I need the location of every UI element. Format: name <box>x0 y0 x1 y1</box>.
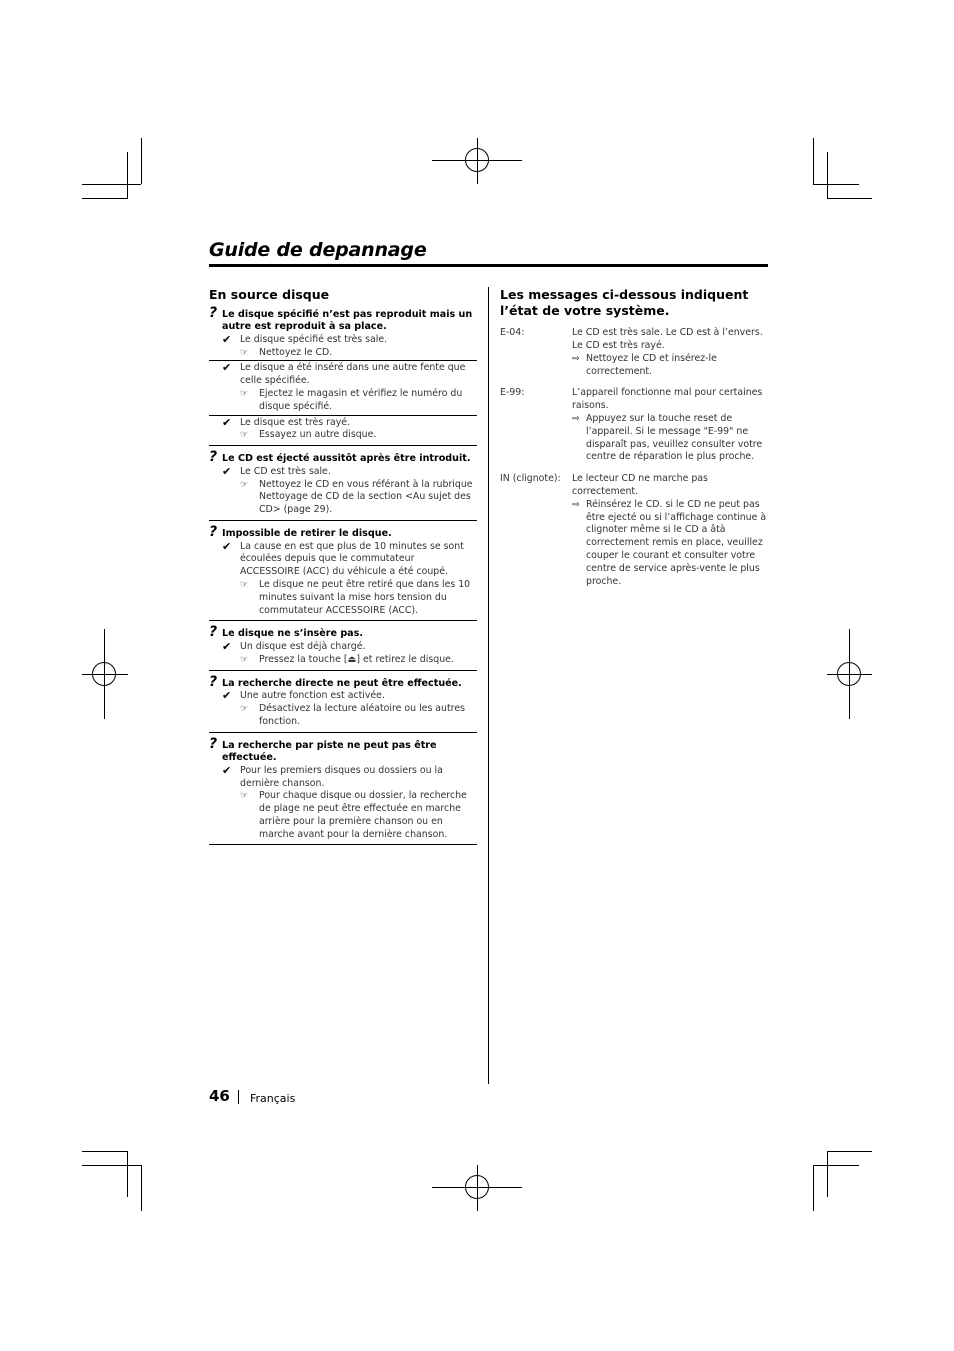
message-entry <box>500 473 770 588</box>
pointing-hand-icon: ☞ <box>240 579 249 590</box>
problem-question-text: Le disque ne s’insère pas. <box>222 628 364 640</box>
cause-item <box>209 360 477 388</box>
cause-item <box>209 466 477 479</box>
message-body <box>572 473 770 588</box>
problem-question <box>209 304 477 334</box>
message-description: Le CD est très sale. Le CD est à l’envers. Le CD est très rayé. <box>572 327 763 352</box>
check-icon: ✔ <box>222 763 232 777</box>
pointing-hand-icon: ☞ <box>240 389 249 399</box>
check-icon: ✔ <box>222 689 232 703</box>
check-icon: ✔ <box>222 639 232 653</box>
solution-item <box>209 579 477 617</box>
solution-item <box>209 703 477 729</box>
problem-list <box>209 304 477 846</box>
message-code: E-04: <box>500 327 525 339</box>
problem-block <box>209 449 477 521</box>
pointing-hand-icon: ☞ <box>240 703 249 714</box>
pointing-hand-icon: ☞ <box>240 654 249 665</box>
arrow-right-icon: ⇨ <box>572 353 580 364</box>
question-mark-icon: ? <box>209 673 218 690</box>
message-solution <box>572 413 770 464</box>
pointing-hand-icon: ☞ <box>240 479 249 490</box>
cause-item <box>209 690 477 703</box>
cause-text: Pour les premiers disques ou dossiers ou la dernière chanson. <box>240 764 443 789</box>
problem-block <box>209 624 477 670</box>
question-mark-icon: ? <box>209 735 218 752</box>
solution-item <box>209 388 477 414</box>
message-description: Le lecteur CD ne marche pas correctement. <box>572 473 708 498</box>
cause-item <box>209 415 477 430</box>
solution-item <box>209 790 477 841</box>
column-divider <box>488 287 489 1084</box>
cause-item <box>209 541 477 579</box>
problem-question <box>209 673 477 691</box>
cause-text: Le disque spécifié est très sale. <box>240 333 388 345</box>
solution-item <box>209 429 477 442</box>
cause-item <box>209 641 477 654</box>
solution-text: Ejectez le magasin et vérifiez le numéro du disque spécifié. <box>259 388 463 412</box>
problem-question <box>209 624 477 641</box>
message-code: E-99: <box>500 387 525 399</box>
message-list <box>500 327 770 588</box>
page-title: Guide de depannage <box>209 239 427 261</box>
message-code: IN (clignote): <box>500 473 561 485</box>
problem-question-text: Le disque spécifié n’est pas reproduit mais un autre est reproduit à sa place. <box>222 308 473 333</box>
page-number: 46 <box>209 1087 230 1105</box>
problem-question <box>209 735 477 765</box>
solution-text: Pour chaque disque ou dossier, la recherche de plage ne peut être effectuée en marche arrière pour la première chanson ou en marche avant pour la dernière chanson. <box>259 790 467 840</box>
question-mark-icon: ? <box>209 304 218 321</box>
arrow-right-icon: ⇨ <box>572 414 580 425</box>
question-mark-icon: ? <box>209 624 218 641</box>
right-column <box>500 287 770 597</box>
message-solution <box>572 353 770 379</box>
problem-block <box>209 673 477 733</box>
cause-text: Le disque a été inséré dans une autre fente que celle spécifiée. <box>240 362 466 387</box>
check-icon: ✔ <box>222 361 232 375</box>
message-solution-text: Appuyez sur la touche reset de l’appareil. Si le message "E-99" ne disparaît pas, veuillez consulter votre centre de réparation le plus proche. <box>586 413 763 463</box>
cause-text: Un disque est déjà chargé. <box>240 640 366 652</box>
cause-text: La cause en est que plus de 10 minutes se sont écoulées depuis que le commutateur ACCESSOIRE (ACC) du véhicule a été coupé. <box>240 540 464 578</box>
pointing-hand-icon: ☞ <box>240 347 249 358</box>
cause-text: Une autre fonction est activée. <box>240 690 385 702</box>
problem-question <box>209 523 477 541</box>
problem-question-text: Impossible de retirer le disque. <box>222 527 392 539</box>
check-icon: ✔ <box>222 539 232 553</box>
cause-text: Le disque est très rayé. <box>240 416 351 428</box>
solution-text: Le disque ne peut être retiré que dans les 10 minutes suivant la mise hors tension du commutateur ACCESSOIRE (ACC). <box>259 578 471 616</box>
solution-item <box>209 479 477 517</box>
question-mark-icon: ? <box>209 449 218 466</box>
solution-text: Essayez un autre disque. <box>259 429 377 441</box>
problem-question-text: La recherche par piste ne peut pas être effectuée. <box>222 739 437 764</box>
problem-question-text: Le CD est éjecté aussitôt après être introduit. <box>222 453 471 465</box>
right-section-heading: Les messages ci-dessous indiquent l’état de votre système. <box>500 287 749 318</box>
footer-separator <box>238 1090 239 1104</box>
problem-block <box>209 735 477 846</box>
check-icon: ✔ <box>222 464 232 478</box>
arrow-right-icon: ⇨ <box>572 499 580 510</box>
check-icon: ✔ <box>222 415 232 429</box>
solution-text: Nettoyez le CD en vous référant à la rubrique Nettoyage de CD de la section <Au sujet des CD> (page 29). <box>259 478 473 516</box>
left-section-heading: En source disque <box>209 287 330 302</box>
message-entry <box>500 387 770 464</box>
left-column <box>209 287 477 852</box>
problem-block <box>209 523 477 621</box>
message-description: L’appareil fonctionne mal pour certaines raisons. <box>572 387 763 412</box>
message-entry <box>500 327 770 378</box>
title-rule <box>209 264 768 267</box>
message-solution-text: Nettoyez le CD et insérez-le correctement. <box>586 352 717 377</box>
message-solution <box>572 499 770 589</box>
solution-item <box>209 347 477 360</box>
message-body <box>572 327 770 378</box>
message-solution-text: Réinsérez le CD. si le CD ne peut pas être ejecté ou si l’affichage continue à clignoter même si le CD a âtà correctement remis en place, veuillez couper le courant et consulter votre centre de service après-vente le plus proche. <box>586 498 767 587</box>
pointing-hand-icon: ☞ <box>240 430 249 441</box>
solution-text: Désactivez la lecture aléatoire ou les autres fonction. <box>259 702 465 727</box>
pointing-hand-icon: ☞ <box>240 791 249 802</box>
cause-item <box>209 334 477 347</box>
problem-block <box>209 304 477 447</box>
solution-text: Pressez la touche [⏏] et retirez le disque. <box>259 653 454 665</box>
cause-text: Le CD est très sale. <box>240 465 331 477</box>
cause-item <box>209 765 477 791</box>
problem-question-text: La recherche directe ne peut être effectuée. <box>222 677 462 689</box>
question-mark-icon: ? <box>209 523 218 540</box>
message-body <box>572 387 770 464</box>
footer-language: Français <box>250 1092 296 1105</box>
solution-item <box>209 654 477 667</box>
check-icon: ✔ <box>222 332 232 346</box>
solution-text: Nettoyez le CD. <box>259 346 333 358</box>
problem-question <box>209 449 477 466</box>
